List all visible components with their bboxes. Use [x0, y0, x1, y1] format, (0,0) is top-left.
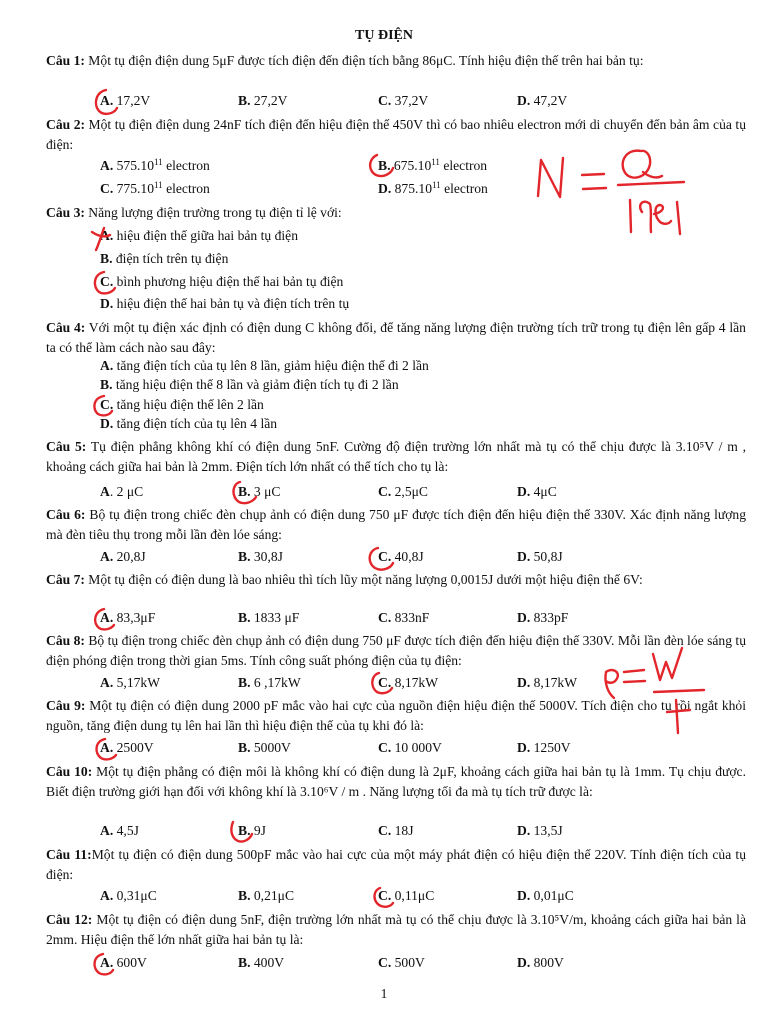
option-12a: A. 600V — [100, 955, 147, 970]
question-label: Câu 1: — [46, 53, 85, 68]
handwritten-fraction-bar-1 — [618, 182, 684, 185]
option-8d: D. 8,17kW — [517, 675, 578, 690]
handwritten-equals-1 — [582, 174, 606, 189]
question-1 — [46, 51, 746, 71]
option-3a: A. hiệu điện thế giữa hai bản tụ điện — [100, 228, 299, 243]
option-5d: D. 4μC — [517, 484, 557, 499]
option-2a: A. 575.10$^{11}$ electron — [100, 157, 210, 173]
handwritten-equals-2 — [624, 670, 645, 682]
question-11: Câu 11:Một tụ điện có điện dung 500pF mắc vào hai cực của một máy phát điện có hiệu điện thế 220V. Tính điện tích của tụ điện: — [46, 847, 746, 882]
option-3d: D. hiệu điện thế hai bản tụ và điện tích trên tụ — [100, 296, 350, 311]
option-4a: A. tăng điện tích của tụ lên 8 lần, giảm hiệu điện thế đi 2 lần — [100, 358, 429, 373]
handwritten-n — [538, 158, 563, 197]
option-6c: C. 40,8J — [378, 549, 424, 564]
option-11c: C. 0,11μC — [378, 888, 435, 903]
question-text: Một tụ điện điện dung 5μF được tích điện đến điện tích bằng 86μC. Tính hiệu điện thế trên hai bản tụ: — [84, 53, 644, 68]
option-2b: B. 675.10$^{11}$ electron — [378, 157, 488, 173]
page-number: 1 — [380, 986, 388, 1001]
option-5b: B. 3 μC — [238, 484, 281, 499]
option-9a: A. 2500V — [100, 740, 154, 755]
question-3: Câu 3: Năng lượng điện trường trong tụ điện tỉ lệ với: — [46, 205, 342, 220]
option-7b: B. 1833 μF — [238, 610, 300, 625]
option-12c: C. 500V — [378, 955, 425, 970]
option-6d: D. 50,8J — [517, 549, 563, 564]
question-9: Câu 9: Một tụ điện có điện dung 2000 pF mắc vào hai cực của nguồn điện hiệu điện thế 5000V. Tích điện cho tụ rồi ngắt khỏi nguồn, tăng điện dung tụ lên hai lần thì hiệu điện thế của tụ khi đó là: — [46, 698, 746, 733]
option-4c: C. tăng hiệu điện thế lên 2 lần — [100, 397, 264, 412]
option-11b: B. 0,21μC — [238, 888, 295, 903]
question-7: Câu 7: Một tụ điện có điện dung là bao nhiêu thì tích lũy một năng lượng 0,0015J dưới một hiệu điện thế 6V: — [46, 572, 643, 587]
option-11a: A. 0,31μC — [100, 888, 157, 903]
option-9c: C. 10 000V — [378, 740, 442, 755]
option-6a: A. 20,8J — [100, 549, 146, 564]
option-10d: D. 13,5J — [517, 823, 563, 838]
option-2c: C. 775.10$^{11}$ electron — [100, 180, 210, 196]
option-1d: D. 47,2V — [517, 93, 568, 108]
option-3c: C. bình phương hiệu điện thế hai bản tụ điện — [100, 274, 344, 289]
option-6b: B. 30,8J — [238, 549, 283, 564]
question-5: Câu 5: Tụ điện phẳng không khí có điện dung 5nF. Cường độ điện trường lớn nhất mà tụ có thể chịu được là 3.10⁵V / m , khoảng cách giữa hai bản là 2mm. Điện tích lớn nhất có thể tích cho tụ là: — [46, 439, 746, 474]
option-7d: D. 833pF — [517, 610, 569, 625]
option-5c: C. 2,5μC — [378, 484, 428, 499]
question-2: Câu 2: Một tụ điện điện dung 24nF tích điện đến hiệu điện thế 450V thì có bao nhiêu electron mới di chuyển đến bản âm của tụ điện: — [46, 117, 746, 152]
option-10c: C. 18J — [378, 823, 414, 838]
option-8a: A. 5,17kW — [100, 675, 161, 690]
option-11d: D. 0,01μC — [517, 888, 574, 903]
option-9b: B. 5000V — [238, 740, 291, 755]
option-8b: B. 6 ,17kW — [238, 675, 301, 690]
option-1a: A. 17,2V — [100, 93, 151, 108]
handwritten-fraction-bar-2 — [654, 690, 704, 692]
option-3b: B. điện tích trên tụ điện — [100, 251, 229, 266]
option-5a: A. 2 μC — [100, 484, 144, 499]
handwritten-p — [605, 670, 617, 698]
page-title: TỤ ĐIỆN — [355, 28, 413, 43]
option-2d: D. 875.10$^{11}$ electron — [378, 180, 488, 196]
option-9d: D. 1250V — [517, 740, 571, 755]
question-6: Câu 6: Bộ tụ điện trong chiếc đèn chụp ảnh có điện dung 750 μF được tích điện đến hiệu điện thế 330V. Xác định năng lượng mà đèn tiêu thụ trong mỗi lần đèn lóe sáng: — [46, 507, 747, 542]
option-12b: B. 400V — [238, 955, 285, 970]
question-12: Câu 12: Một tụ điện có điện dung 5nF, điện trường lớn nhất mà tụ có thể chịu được là 3.10⁵V/m, khoảng cách giữa hai bản là 2mm. Hiệu điện thế lớn nhất giữa hai bản tụ là: — [46, 912, 746, 947]
option-12d: D. 800V — [517, 955, 564, 970]
option-8c: C. 8,17kW — [378, 675, 439, 690]
option-1b: B. 27,2V — [238, 93, 288, 108]
option-4d: D. tăng điện tích của tụ lên 4 lần — [100, 416, 278, 431]
option-7c: C. 833nF — [378, 610, 430, 625]
question-10: Câu 10: Một tụ điện phẳng có điện môi là không khí có điện dung là 2μF, khoảng cách giữa hai bản tụ là 1mm. Tụ chịu được. Biết điện trường giới hạn đối với không khí là 3.10⁶V / m . Năng lượng tối đa mà tụ tích trữ được là: — [46, 764, 746, 799]
option-10a: A. 4,5J — [100, 823, 139, 838]
option-10b: B. 9J — [238, 823, 266, 838]
question-8: Câu 8: Bộ tụ điện trong chiếc đèn chụp ảnh có điện dung 750 μF được tích điện đến hiệu điện thế 330V. Mỗi lần đèn lóe sáng tụ điện phóng điện trong thời gian 5ms. Tính công suất phóng điện của tụ điện: — [46, 633, 746, 668]
option-1c: C. 37,2V — [378, 93, 429, 108]
question-4: Câu 4: Với một tụ điện xác định có điện dung C không đổi, để tăng năng lượng điện trường tích trữ trong tụ điện lên gấp 4 lần ta có thể làm cách nào sau đây: — [46, 320, 746, 355]
option-4b: B. tăng hiệu điện thế 8 lần và giảm điện tích tụ đi 2 lần — [100, 377, 399, 392]
option-7a: A. 83,3μF — [100, 610, 156, 625]
